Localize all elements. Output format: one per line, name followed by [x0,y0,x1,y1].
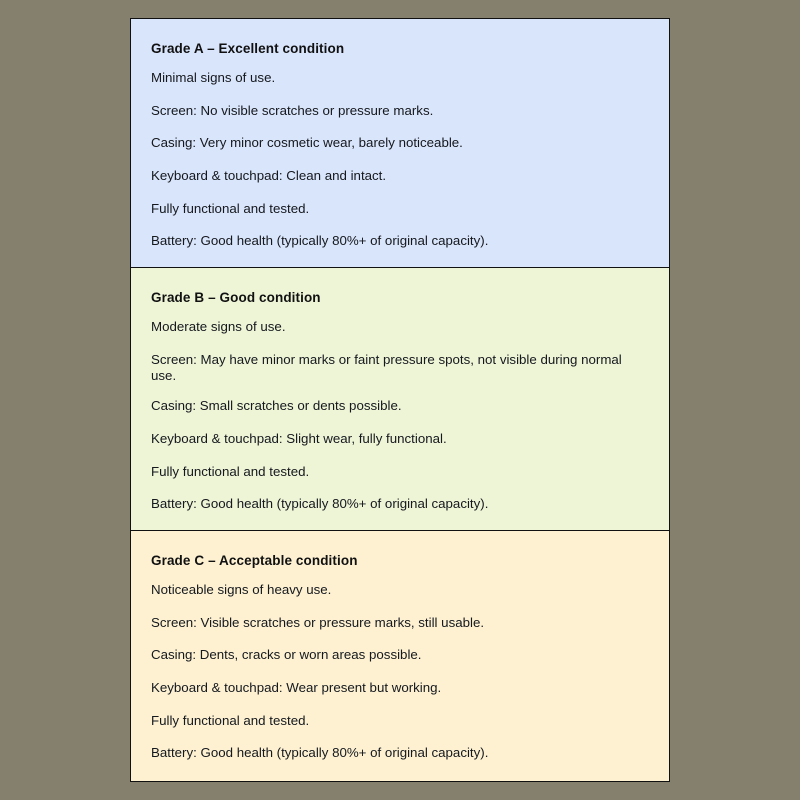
grade-a-line-1: Minimal signs of use. [151,70,276,85]
grade-c-line-2: Screen: Visible scratches or pressure marks, still usable. [151,614,485,630]
grade-a-line-5: Fully functional and tested. [151,200,310,216]
grade-c-line-4: Keyboard & touchpad: Wear present but working. [151,680,442,695]
grade-b-line-5: Fully functional and tested. [151,463,310,479]
grade-c-line-1: Noticeable signs of heavy use. [151,581,332,597]
grade-b-line-2: Screen: May have minor marks or faint pressure spots, not visible during normal use. [151,351,622,383]
grade-c-line-5: Fully functional and tested. [151,712,310,728]
grade-c-line-6: Battery: Good health (typically 80%+ of original capacity). [151,745,489,761]
grade-b-line-1: Moderate signs of use. [151,319,286,335]
grade-block-a [131,19,669,268]
grade-a-line-4: Keyboard & touchpad: Clean and intact. [151,168,387,184]
grade-c-title: Grade C – Acceptable condition [151,552,358,568]
grade-b-line-6: Battery: Good health (typically 80%+ of original capacity). [151,496,489,512]
grade-b-title: Grade B – Good condition [151,290,321,306]
grade-block-c [131,531,669,781]
grade-a-line-6: Battery: Good health (typically 80%+ of original capacity). [151,233,489,249]
grade-b-line-3: Casing: Small scratches or dents possible. [151,398,402,414]
grading-document [130,18,670,782]
grade-c-line-3: Casing: Dents, cracks or worn areas possible. [151,647,422,663]
grade-a-line-2: Screen: No visible scratches or pressure marks. [151,102,434,118]
grade-block-b [131,268,669,531]
grade-b-line-4: Keyboard & touchpad: Slight wear, fully functional. [151,430,447,446]
grade-a-title: Grade A – Excellent condition [151,41,345,56]
grade-a-line-3: Casing: Very minor cosmetic wear, barely noticeable. [151,135,463,151]
